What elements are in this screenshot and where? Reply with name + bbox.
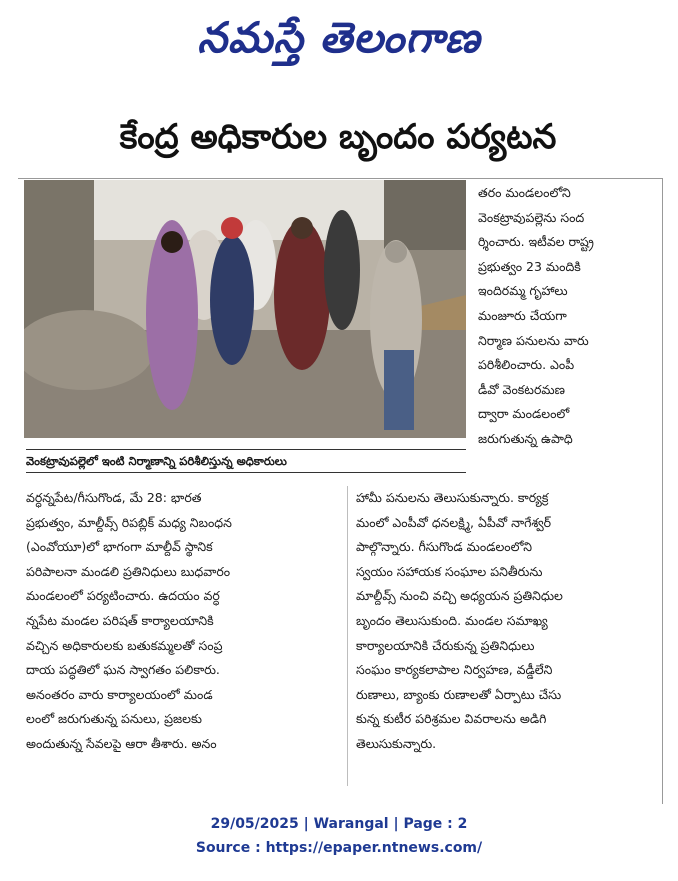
text-line: డీవో వెంకటరమణ <box>478 381 565 397</box>
text-line: వర్ధన్నపేట/గీసుగొండ, మే 28: భారత <box>26 490 202 505</box>
text-line: కున్న కుటీర పరిశ్రమల వివరాలను అడిగి <box>356 711 547 727</box>
footer-date-edition: 29/05/2025 | Warangal | Page : 2 <box>210 816 468 832</box>
text-line: సంఘం కార్యకలాపాల నిర్వహణ, వడ్డీలేని <box>356 662 553 678</box>
text-line: లంలో జరుగుతున్న పనులు, ప్రజలకు <box>26 711 202 727</box>
text-line: దాయ పద్ధతిలో ఘన స్వాగతం పలికారు. <box>26 662 220 678</box>
article-photo <box>24 180 466 438</box>
text-line: స్వయం సహాయక సంఘాల పనితీరును <box>356 563 543 579</box>
article-headline: కేంద్ర అధికారుల బృందం పర్యటన <box>119 117 557 157</box>
text-line: నిర్మాణ పనులను వారు <box>478 332 589 348</box>
text-line: మంజూరు చేయగా <box>478 307 567 323</box>
text-line: పరిశీలించారు. ఎంపీ <box>478 357 575 373</box>
column-divider <box>347 486 348 786</box>
text-line: హామీ పనులను తెలుసుకున్నారు. కార్యక్ర <box>356 490 549 505</box>
text-line: వచ్చిన అధికారులకు బతుకమ్మలతో సంప్ర <box>26 637 223 653</box>
text-line: ఇందిరమ్మ గృహాలు <box>478 283 568 299</box>
text-line: తెలుసుకున్నారు. <box>356 735 437 751</box>
text-line: పాల్గొన్నారు. గీసుగొండ మండలంలోని <box>356 539 532 555</box>
article-column-right-top <box>478 181 658 452</box>
text-line: మంలో ఎంపీవో ధనలక్ష్మి, ఏపీవో నాగేశ్వర్ <box>356 514 552 530</box>
article-column-left <box>26 486 344 757</box>
text-line: బృందం తెలుసుకుంది. మండల సమాఖ్య <box>356 612 548 628</box>
text-line: రుణాలు, బ్యాంకు రుణాలతో ఏర్పాటు చేసు <box>356 686 562 702</box>
text-line: పరిపాలనా మండలి ప్రతినిధులు బుధవారం <box>26 563 231 579</box>
text-line: ప్రభుత్వం 23 మందికి <box>478 258 581 274</box>
article-column-right-bottom <box>356 486 658 757</box>
text-line: ర్శించారు. ఇటీవల రాష్ట్ర <box>478 234 594 250</box>
text-line: మండలంలో పర్యటించారు. ఉదయం వర్ధ <box>26 588 220 604</box>
text-line: ప్రభుత్వం, మాల్దీవ్స్ రిపబ్లిక్ మధ్య నిబంధన <box>26 514 232 530</box>
text-line: అనంతరం వారు కార్యాలయంలో మండ <box>26 686 213 702</box>
text-line: అందుతున్న సేవలపై ఆరా తీశారు. అనం <box>26 735 217 751</box>
masthead-logo: నమస్తే తెలంగాణ <box>197 13 481 62</box>
text-line: వెంకట్రావుపల్లెను సంద <box>478 209 585 225</box>
text-line: మాల్దీవ్స్ నుంచి వచ్చి అధ్యయన ప్రతినిధుల <box>356 588 563 604</box>
text-line: ద్వారా మండలంలో <box>478 406 570 422</box>
photo-caption: వెంకట్రావుపల్లెలో ఇంటి నిర్మాణాన్ని పరిశీలిస్తున్న అధికారులు <box>26 449 466 473</box>
text-line: తరం మండలంలోని <box>478 185 571 200</box>
footer-source: Source : https://epaper.ntnews.com/ <box>195 840 483 856</box>
text-line: (ఎంవోయూ)లో భాగంగా మాల్దీవ్ స్థానిక <box>26 539 213 555</box>
text-line: కార్యాలయానికి చేరుకున్న ప్రతినిధులు <box>356 637 535 653</box>
text-line: జరుగుతున్న ఉపాధి <box>478 430 573 446</box>
text-line: న్నపేట మండల పరిషత్ కార్యాలయానికి <box>26 612 214 628</box>
